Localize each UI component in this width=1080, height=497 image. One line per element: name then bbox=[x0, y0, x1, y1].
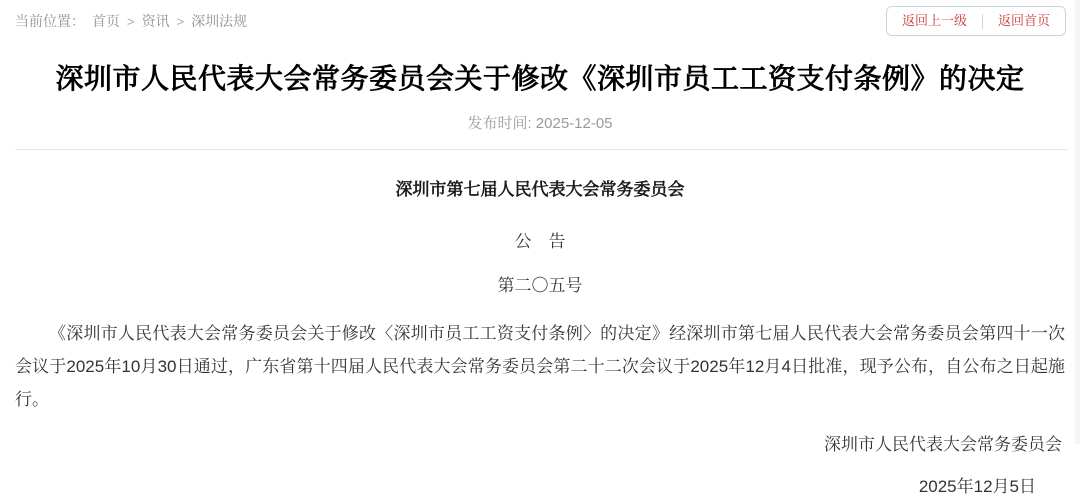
back-button-group bbox=[886, 6, 1066, 36]
breadcrumb bbox=[15, 11, 247, 31]
breadcrumb-separator-icon: > bbox=[127, 13, 135, 29]
publish-time-label: 发布时间: bbox=[467, 115, 532, 132]
breadcrumb-label: 当前位置： bbox=[15, 13, 85, 29]
document-number: 第二〇五号 bbox=[497, 276, 583, 295]
document-body bbox=[0, 175, 1080, 497]
page-title: 深圳市人民代表大会常务委员会关于修改《深圳市员工工资支付条例》的决定 bbox=[55, 63, 1025, 94]
breadcrumb-item-home[interactable]: 首页 bbox=[92, 13, 120, 29]
breadcrumb-separator-icon: > bbox=[176, 13, 185, 29]
publish-time-value: 2025-12-05 bbox=[535, 115, 613, 132]
breadcrumb-item-shenzhen-laws[interactable]: 深圳法规 bbox=[191, 13, 248, 29]
document-issuer: 深圳市第七届人民代表大会常务委员会 bbox=[395, 180, 685, 199]
scrollbar-track[interactable] bbox=[1075, 0, 1080, 444]
signature-org: 深圳市人民代表大会常务委员会 bbox=[824, 435, 1062, 454]
top-bar bbox=[0, 0, 1080, 37]
header-divider bbox=[15, 149, 1068, 150]
publish-time-row bbox=[0, 112, 1080, 133]
back-home-button[interactable]: 返回首页 bbox=[983, 8, 1065, 34]
notice-heading: 公 告 bbox=[514, 232, 566, 251]
document-paragraph: 《深圳市人民代表大会常务委员会关于修改〈深圳市员工工资支付条例〉的决定》经深圳市第七届人民代表大会常务委员会第四十一次会议于2025年10月30日通过，广东省第十四届人民代表大会常务委员会第二十二次会议于2025年12月4日批准，现予公布，自公布之日起施行。 bbox=[15, 324, 1065, 409]
breadcrumb-item-news[interactable]: 资讯 bbox=[141, 13, 170, 29]
back-parent-button[interactable]: 返回上一级 bbox=[887, 8, 982, 34]
signature-date: 2025年12月5日 bbox=[918, 477, 1036, 496]
